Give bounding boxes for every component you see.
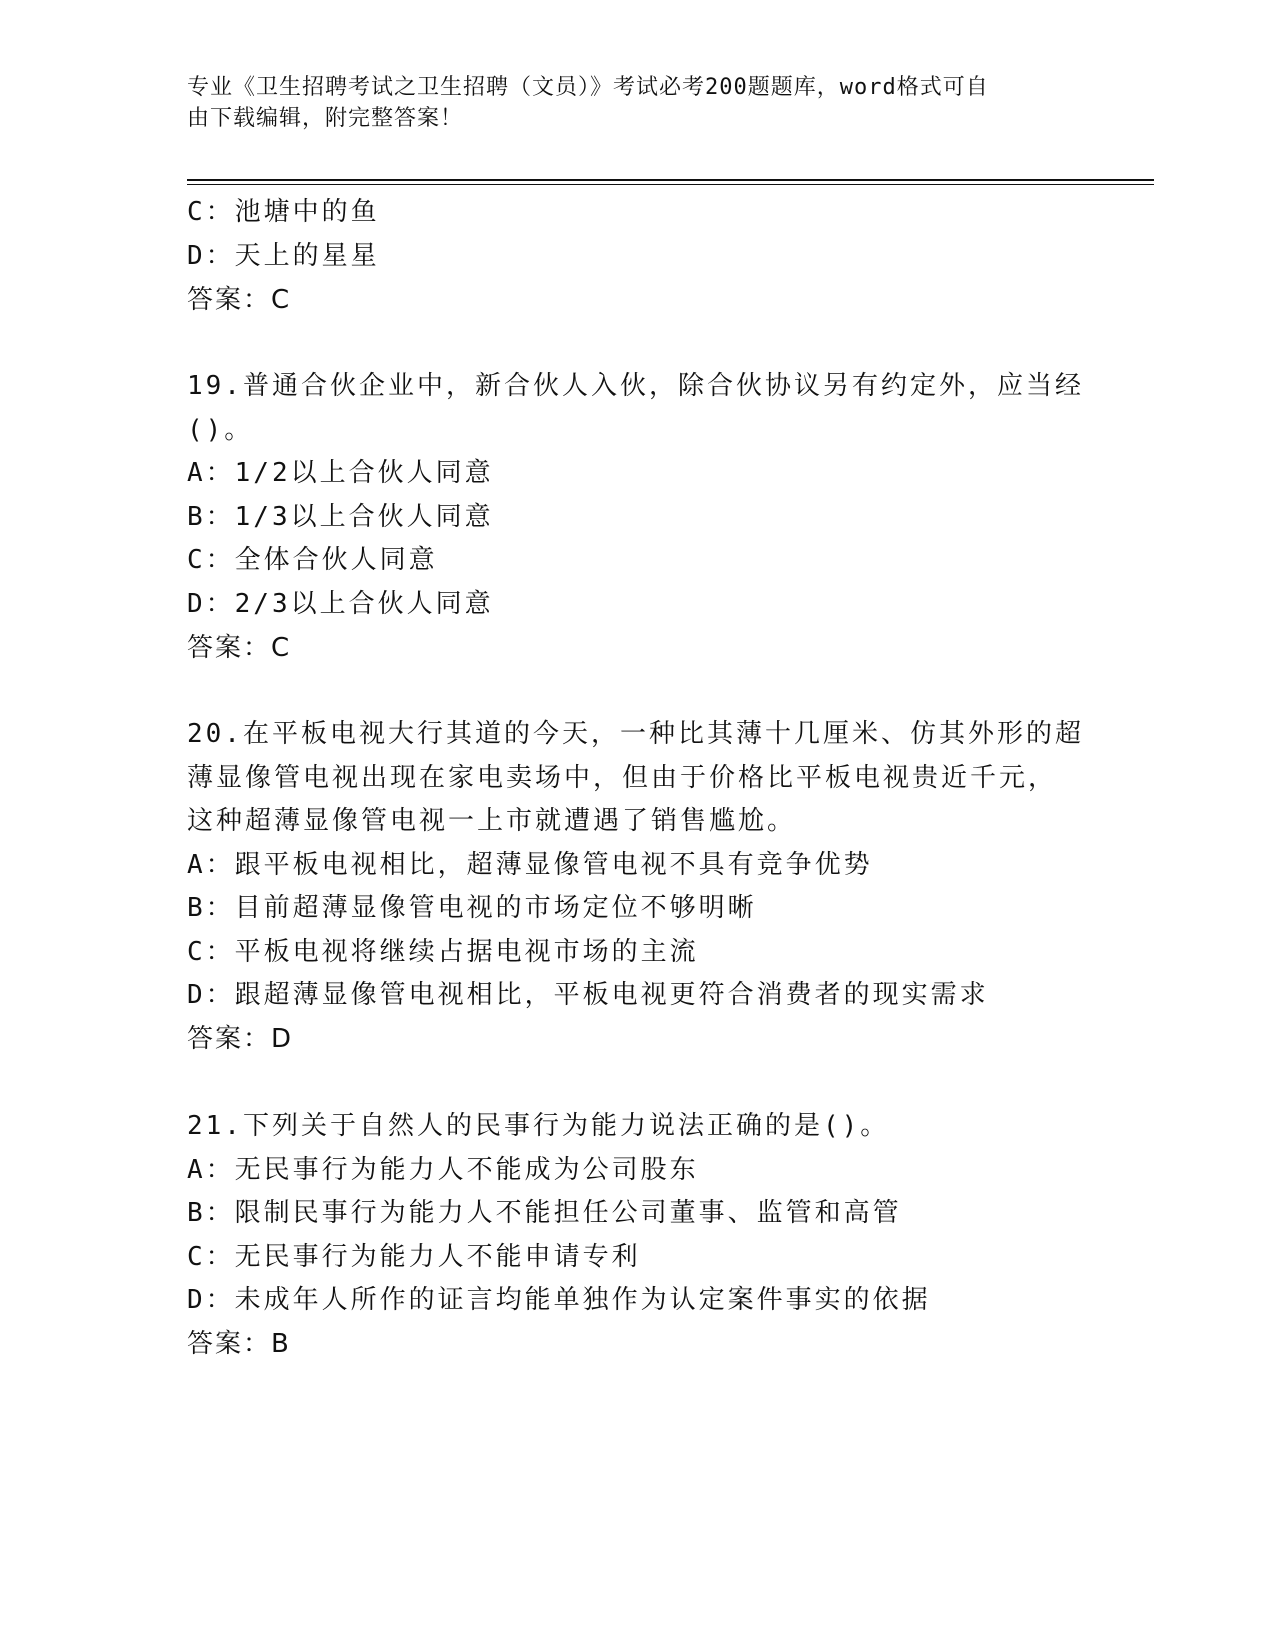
option-d: D：2/3以上合伙人同意 xyxy=(187,589,494,619)
option-d: D：未成年人所作的证言均能单独作为认定案件事实的依据 xyxy=(187,1285,931,1315)
header-divider-thin xyxy=(187,184,1154,185)
question-stem-line: 20.在平板电视大行其道的今天，一种比其薄十几厘米、仿其外形的超 xyxy=(187,719,1084,749)
option-c: C：平板电视将继续占据电视市场的主流 xyxy=(187,937,699,967)
option-c: C：无民事行为能力人不能申请专利 xyxy=(187,1242,641,1272)
question-stem-line: 这种超薄显像管电视一上市就遭遇了销售尴尬。 xyxy=(187,806,797,836)
prev-option-c: C：池塘中的鱼 xyxy=(187,197,380,227)
question-stem-line: 薄显像管电视出现在家电卖场中，但由于价格比平板电视贵近千元， xyxy=(187,763,1058,793)
prev-option-d: D：天上的星星 xyxy=(187,241,380,271)
document-header xyxy=(187,72,1067,134)
option-a: A：无民事行为能力人不能成为公司股东 xyxy=(187,1155,699,1185)
prev-answer: 答案：C xyxy=(187,285,292,315)
answer-line: 答案：C xyxy=(187,633,292,663)
question-stem-line: ()。 xyxy=(187,415,254,445)
option-b: B：目前超薄显像管电视的市场定位不够明晰 xyxy=(187,893,757,923)
answer-line: 答案：B xyxy=(187,1329,291,1359)
option-c: C：全体合伙人同意 xyxy=(187,545,438,575)
question-stem-line: 19.普通合伙企业中，新合伙人入伙，除合伙协议另有约定外，应当经 xyxy=(187,371,1084,401)
header-line-2: 由下载编辑，附完整答案！ xyxy=(187,106,464,131)
option-b: B：限制民事行为能力人不能担任公司董事、监管和高管 xyxy=(187,1198,902,1228)
option-a: A：跟平板电视相比，超薄显像管电视不具有竞争优势 xyxy=(187,850,873,880)
header-divider-thick xyxy=(187,179,1154,181)
header-line-1: 专业《卫生招聘考试之卫生招聘（文员）》考试必考200题题库，word格式可自 xyxy=(187,75,989,100)
option-b: B：1/3以上合伙人同意 xyxy=(187,502,494,532)
question-stem-line: 21.下列关于自然人的民事行为能力说法正确的是()。 xyxy=(187,1111,890,1141)
option-d: D：跟超薄显像管电视相比，平板电视更符合消费者的现实需求 xyxy=(187,980,989,1010)
option-a: A：1/2以上合伙人同意 xyxy=(187,458,494,488)
answer-line: 答案：D xyxy=(187,1024,294,1054)
